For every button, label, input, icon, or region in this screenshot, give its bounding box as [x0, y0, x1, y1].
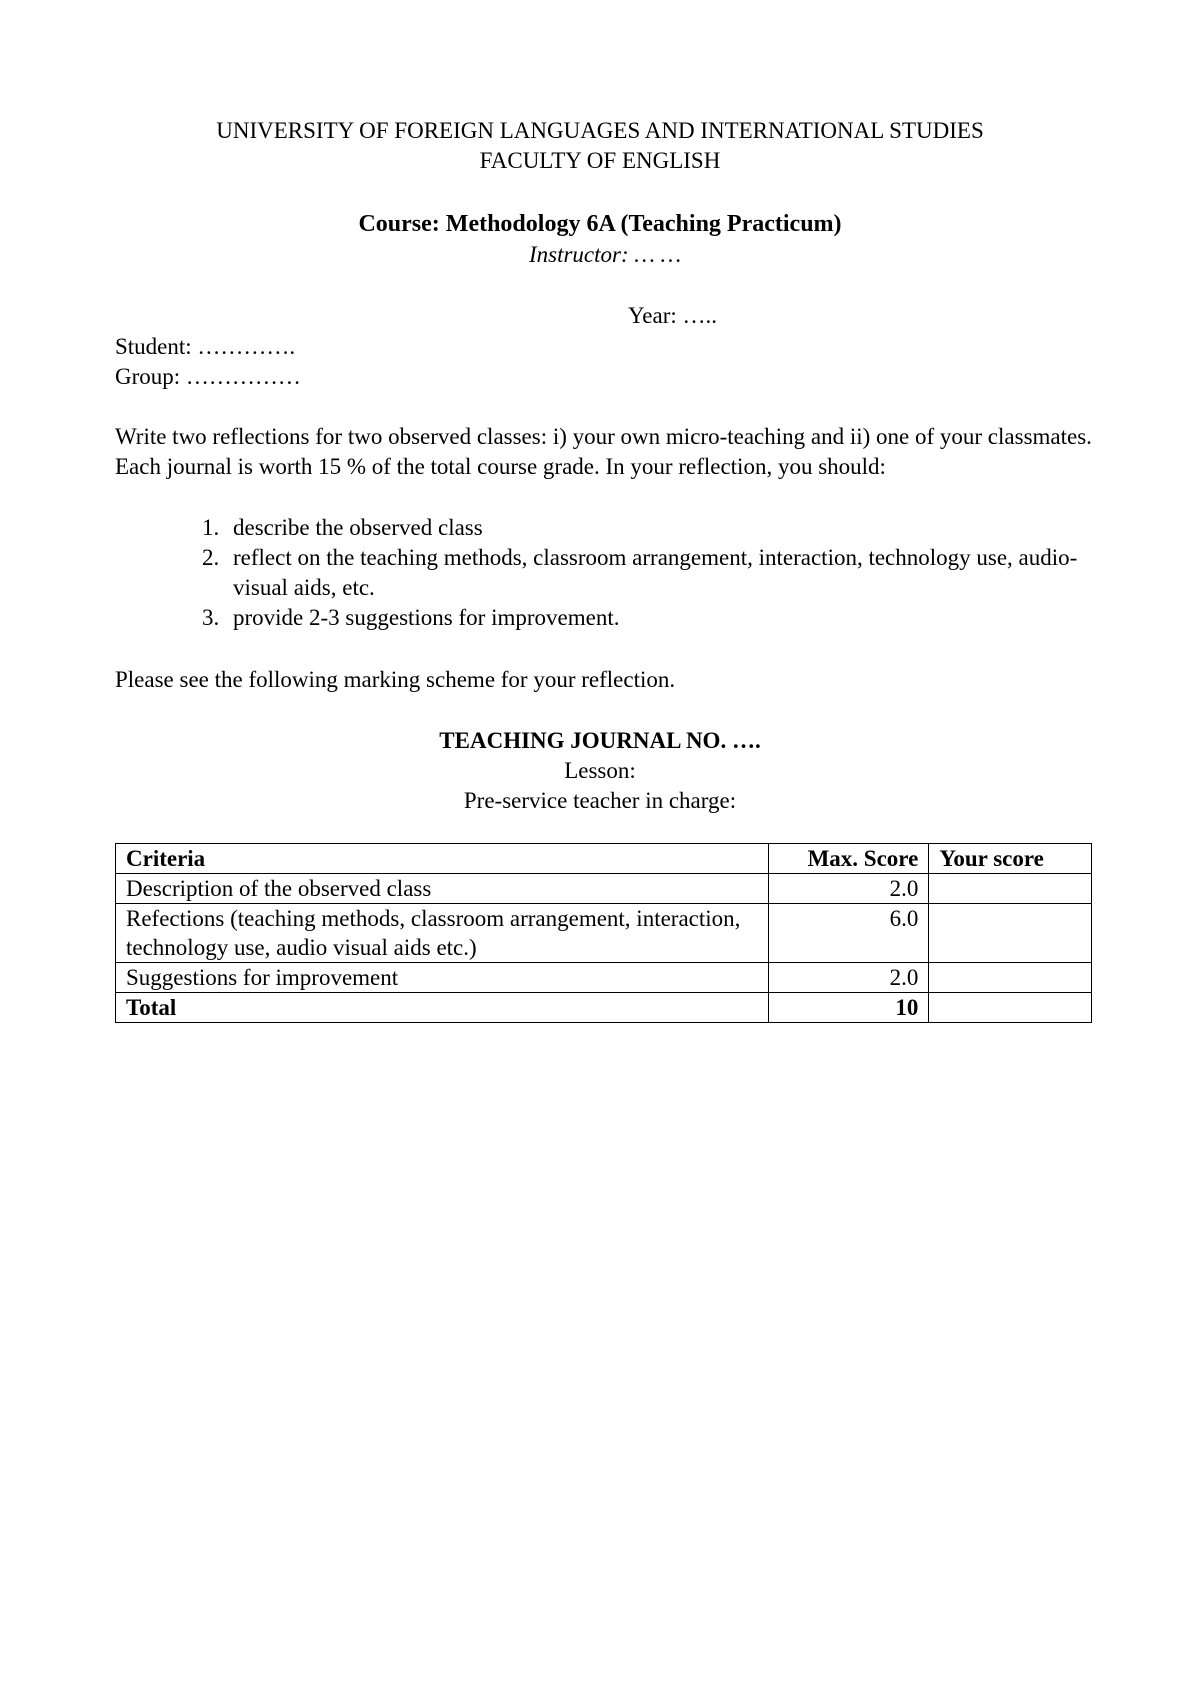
student-line: Student: ………….	[115, 334, 296, 359]
year-line: Year: …..	[628, 303, 718, 328]
university-name: UNIVERSITY OF FOREIGN LANGUAGES AND INTERNATIONAL STUDIES	[216, 118, 984, 143]
header-criteria: Criteria	[116, 844, 769, 874]
list-item: 1. describe the observed class	[225, 513, 1115, 543]
marking-scheme-table	[115, 843, 1092, 1023]
criteria-cell: Suggestions for improvement	[116, 963, 769, 993]
header-max-score: Max. Score	[768, 844, 929, 874]
criteria-cell: Refections (teaching methods, classroom arrangement, interaction, technology use, audio visual aids etc.)	[116, 904, 769, 963]
list-item: 2. reflect on the teaching methods, classroom arrangement, interaction, technology use, audio-visual aids, etc.	[225, 543, 1115, 603]
total-label-cell: Total	[116, 993, 769, 1023]
group-line: Group: ……………	[115, 364, 301, 389]
faculty-name: FACULTY OF ENGLISH	[479, 148, 721, 173]
list-item: 3. provide 2-3 suggestions for improvement.	[225, 603, 1115, 633]
journal-title: TEACHING JOURNAL NO. ….	[439, 728, 761, 753]
max-score-cell: 6.0	[768, 904, 929, 963]
your-score-cell[interactable]	[929, 874, 1092, 904]
max-score-cell: 2.0	[768, 963, 929, 993]
lesson-line: Lesson:	[564, 758, 636, 783]
total-score-cell[interactable]	[929, 993, 1092, 1023]
table-row	[116, 963, 1092, 993]
total-max-cell: 10	[768, 993, 929, 1023]
task-list	[115, 513, 1115, 633]
teacher-line: Pre-service teacher in charge:	[463, 788, 737, 813]
header-your-score: Your score	[929, 844, 1092, 874]
instructions-paragraph	[115, 422, 1095, 482]
instructions-intro: Write two reflections for two observed classes: i) your own micro-teaching and ii) one of your classmates. Each journal is worth 15 % of the total course grade. In your reflection, you should:	[115, 424, 1092, 479]
instructor-line: Instructor: … …	[528, 242, 682, 267]
criteria-cell: Description of the observed class	[116, 874, 769, 904]
marking-note: Please see the following marking scheme for your reflection.	[115, 667, 676, 692]
your-score-cell[interactable]	[929, 904, 1092, 963]
table-header-row	[116, 844, 1092, 874]
max-score-cell: 2.0	[768, 874, 929, 904]
table-total-row	[116, 993, 1092, 1023]
course-title: Course: Methodology 6A (Teaching Practicum)	[358, 211, 842, 237]
table-row	[116, 904, 1092, 963]
your-score-cell[interactable]	[929, 963, 1092, 993]
table-row	[116, 874, 1092, 904]
